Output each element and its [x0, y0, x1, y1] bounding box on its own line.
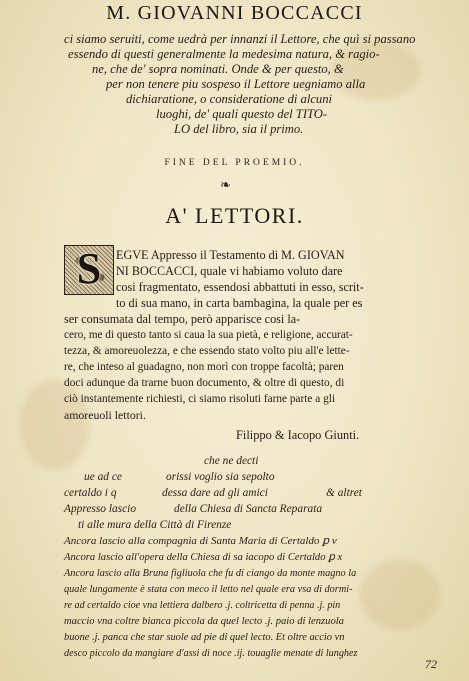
fragment-line: orissi voglio sia sepolto	[166, 471, 275, 483]
fragment-line: re ad certaldo cioe vna lettiera dalbero .j. coltricetta di penna .j. pin	[64, 600, 341, 611]
body-line: ser consumata dal tempo, però apparisce cosi la-	[64, 312, 301, 326]
fragment-line: Ancora lascio alla Bruna figliuola che fu di ciango da monte magno la	[64, 568, 357, 579]
fragment-line: Ancora lascio alla compagnia di Santa Maria di Certaldo ꝑ v	[64, 535, 337, 547]
fragment-line: che ne decti	[204, 455, 259, 467]
fragment-line: maccio vna coltre bianca piccola da quel lecto .j. paio di lenzuola	[64, 616, 344, 627]
body-line: EGVE Appresso il Testamento di M. GIOVAN	[116, 248, 345, 262]
fragment-line: & altret	[326, 487, 362, 499]
intro-line: dichiaratione, o consideratione di alcuni	[126, 92, 333, 106]
fragment-line: buone .j. panca che star suole ad pie di quel lecto. Et oltre accio vn	[64, 632, 345, 643]
body-line: amoreuoli lettori.	[64, 408, 146, 422]
body-line: re, che inteso al guadagno, non morì con troppe facoltà; paren	[64, 361, 344, 373]
fragment-line: Ancora lascio all'opera della Chiesa di sa iacopo di Certaldo ꝑ x	[64, 552, 343, 563]
intro-line: per non tenere piu sospeso il Lettore uegniamo alla	[106, 77, 366, 91]
fragment-line: quale lungamente è stata con meco il letto nel quale era vsa di dormi-	[64, 584, 353, 595]
signature: Filippo & Iacopo Giunti.	[236, 428, 360, 442]
page-number: 72	[425, 657, 437, 671]
fragment-line: della Chiesa di Sancta Reparata	[174, 503, 323, 515]
end-of-proem-label: FINE DEL PROEMIO.	[164, 158, 305, 168]
fragment-line: desco piccolo da mangiare d'assi di noce .ij. touaglie menate di lunghez	[64, 648, 358, 659]
fragment-line: dessa dare ad gli amici	[162, 487, 268, 499]
body-line: tezza, & amoreuolezza, e che essendo stato volto piu all'e lette-	[64, 345, 350, 357]
decorated-initial	[64, 245, 114, 295]
intro-line: luoghi, de' quali questo del TITO-	[156, 107, 328, 121]
fleuron-icon: ❧	[220, 178, 231, 193]
section-title: A' LETTORI.	[165, 203, 304, 228]
intro-line: ci siamo seruiti, come uedrà per innanzi il Lettore, che quì si passano	[64, 32, 416, 46]
fragment-line: Appresso lascio	[64, 503, 137, 515]
fragment-line: ti alle mura della Città di Firenze	[78, 519, 232, 531]
intro-line: ne, che de' sopra nominati. Onde & per questo, &	[92, 62, 344, 76]
body-line: doci adunque da trarne buon documento, & oltre di questo, di	[64, 377, 345, 389]
running-header: M. GIOVANNI BOCCACCI	[106, 2, 363, 24]
intro-line: LO del libro, sia il primo.	[174, 122, 304, 136]
body-line: NI BOCCACCI, quale vi habiamo voluto dare	[116, 264, 343, 278]
drop-cap-letter: S	[76, 244, 102, 293]
intro-line: essendo di questi generalmente la medesima natura, & ragio-	[68, 47, 380, 61]
body-line: to di sua mano, in carta bambagina, la quale per es	[116, 296, 363, 310]
fragment-line: ue ad ce	[84, 471, 122, 483]
body-line: cosi fragmentato, essendosi abbattuti in esso, scrit-	[116, 280, 364, 294]
body-line: ciò instantemente richiesti, ci siamo risoluti farne parte a gli	[64, 393, 336, 405]
fragment-line: certaldo i q	[64, 487, 117, 499]
body-line: cero, me di questo tanto si caua la sua pietà, e religione, accurat-	[64, 329, 353, 341]
